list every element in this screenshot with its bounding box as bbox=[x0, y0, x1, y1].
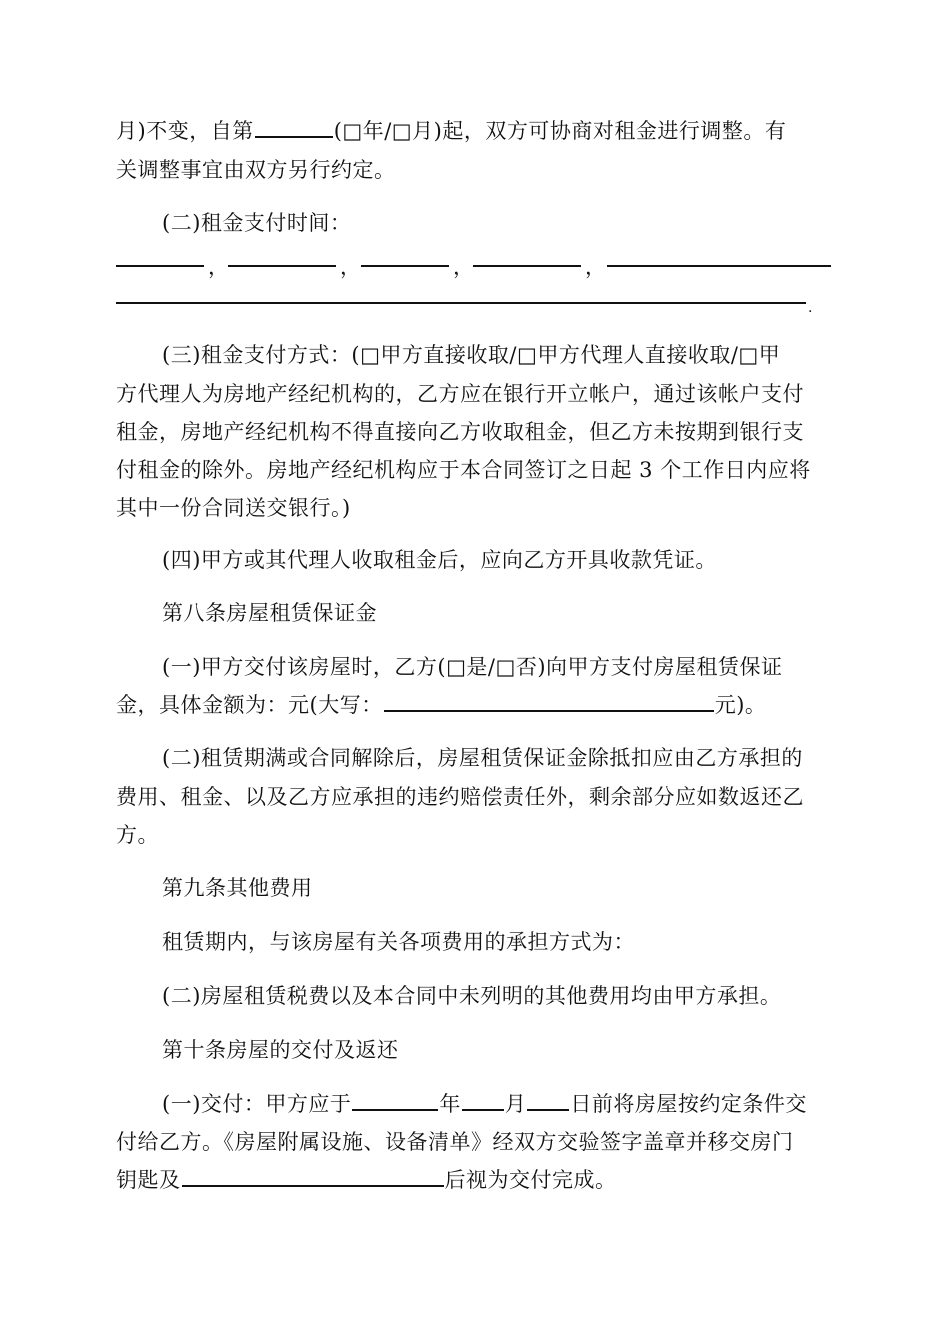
comma: ， bbox=[585, 255, 606, 279]
comma: ， bbox=[340, 255, 361, 279]
text: 付给乙方。《房屋附属设施、设备清单》经双方交验签字盖章并移交房门 bbox=[116, 1130, 794, 1154]
fill-blank bbox=[182, 1167, 444, 1187]
payment-method-line-2 bbox=[116, 379, 832, 409]
text: 月 bbox=[504, 1092, 527, 1116]
article-10-title bbox=[162, 1035, 832, 1065]
payment-method-line-3 bbox=[116, 417, 832, 447]
text: (二)租金支付时间： bbox=[162, 211, 352, 235]
text: 年 bbox=[439, 1092, 461, 1116]
end-mark: . bbox=[808, 300, 813, 316]
fees-intro bbox=[162, 927, 832, 957]
text: (二)房屋租赁税费以及本合同中未列明的其他费用均由甲方承担。 bbox=[162, 984, 782, 1008]
fill-blank bbox=[352, 1091, 438, 1111]
text: 钥匙及 bbox=[116, 1168, 181, 1192]
payment-method-line-5 bbox=[116, 493, 832, 523]
delivery-line-3 bbox=[116, 1165, 832, 1195]
fill-blank bbox=[361, 265, 449, 267]
text: 关调整事宜由双方另行约定。 bbox=[116, 158, 396, 182]
deposit-line-2 bbox=[116, 690, 832, 720]
text: 方代理人为房地产经纪机构的，乙方应在银行开立帐户，通过该帐户支付 bbox=[116, 382, 804, 406]
text: 租金，房地产经纪机构不得直接向乙方收取租金，但乙方未按期到银行支 bbox=[116, 420, 804, 444]
payment-time-blanks-row-2 bbox=[116, 289, 832, 319]
fill-blank bbox=[116, 265, 204, 267]
fill-blank bbox=[255, 118, 333, 138]
fill-blank bbox=[607, 265, 831, 267]
payment-method-line-4 bbox=[116, 455, 832, 485]
text: 付租金的除外。房地产经纪机构应于本合同签订之日起 3 个工作日内应将 bbox=[116, 458, 811, 482]
payment-time-blanks-row-1 bbox=[116, 252, 832, 282]
text: 第八条房屋租赁保证金 bbox=[162, 601, 377, 625]
deposit-return-line-2 bbox=[116, 782, 832, 812]
article-9-title bbox=[162, 873, 832, 903]
text: 方。 bbox=[116, 823, 159, 847]
fill-blank bbox=[228, 265, 336, 267]
delivery-line-2 bbox=[116, 1127, 832, 1157]
fill-blank bbox=[527, 1091, 569, 1111]
text: 金，具体金额为：元(大写： bbox=[116, 693, 383, 717]
text: (三)租金支付方式：(□甲方直接收取/□甲方代理人直接收取/□甲 bbox=[162, 343, 781, 367]
article-8-title bbox=[162, 598, 832, 628]
receipt-clause bbox=[162, 545, 832, 575]
text: 第十条房屋的交付及返还 bbox=[162, 1038, 399, 1062]
text: (一)交付：甲方应于 bbox=[162, 1092, 352, 1116]
fill-blank bbox=[462, 1091, 504, 1111]
payment-time-heading bbox=[162, 208, 832, 238]
rent-adjust-line-1 bbox=[116, 116, 832, 146]
text: 元)。 bbox=[714, 693, 767, 717]
fill-blank bbox=[473, 265, 581, 267]
text: 日前将房屋按约定条件交 bbox=[570, 1092, 807, 1116]
text: (一)甲方交付该房屋时，乙方(□是/□否)向甲方支付房屋租赁保证 bbox=[162, 655, 783, 679]
text: (二)租赁期满或合同解除后，房屋租赁保证金除抵扣应由乙方承担的 bbox=[162, 746, 803, 770]
text: 后视为交付完成。 bbox=[444, 1168, 617, 1192]
text: (□年/□月)起，双方可协商对租金进行调整。有 bbox=[333, 119, 787, 143]
text: (四)甲方或其代理人收取租金后，应向乙方开具收款凭证。 bbox=[162, 548, 717, 572]
fill-blank bbox=[116, 302, 806, 304]
comma: ， bbox=[453, 255, 474, 279]
tax-clause bbox=[162, 981, 832, 1011]
text: 第九条其他费用 bbox=[162, 876, 313, 900]
fill-blank bbox=[384, 692, 714, 712]
deposit-line-1 bbox=[162, 652, 832, 682]
deposit-return-line-3 bbox=[116, 820, 832, 850]
text: 租赁期内，与该房屋有关各项费用的承担方式为： bbox=[162, 930, 635, 954]
payment-method-line-1 bbox=[162, 340, 832, 370]
text: 月)不变，自第 bbox=[116, 119, 254, 143]
text: 费用、租金、以及乙方应承担的违约赔偿责任外，剩余部分应如数返还乙 bbox=[116, 785, 804, 809]
text: 其中一份合同送交银行。) bbox=[116, 496, 351, 520]
comma: ， bbox=[208, 255, 229, 279]
deposit-return-line-1 bbox=[162, 743, 832, 773]
delivery-line-1 bbox=[162, 1089, 832, 1119]
rent-adjust-line-2 bbox=[116, 155, 832, 185]
